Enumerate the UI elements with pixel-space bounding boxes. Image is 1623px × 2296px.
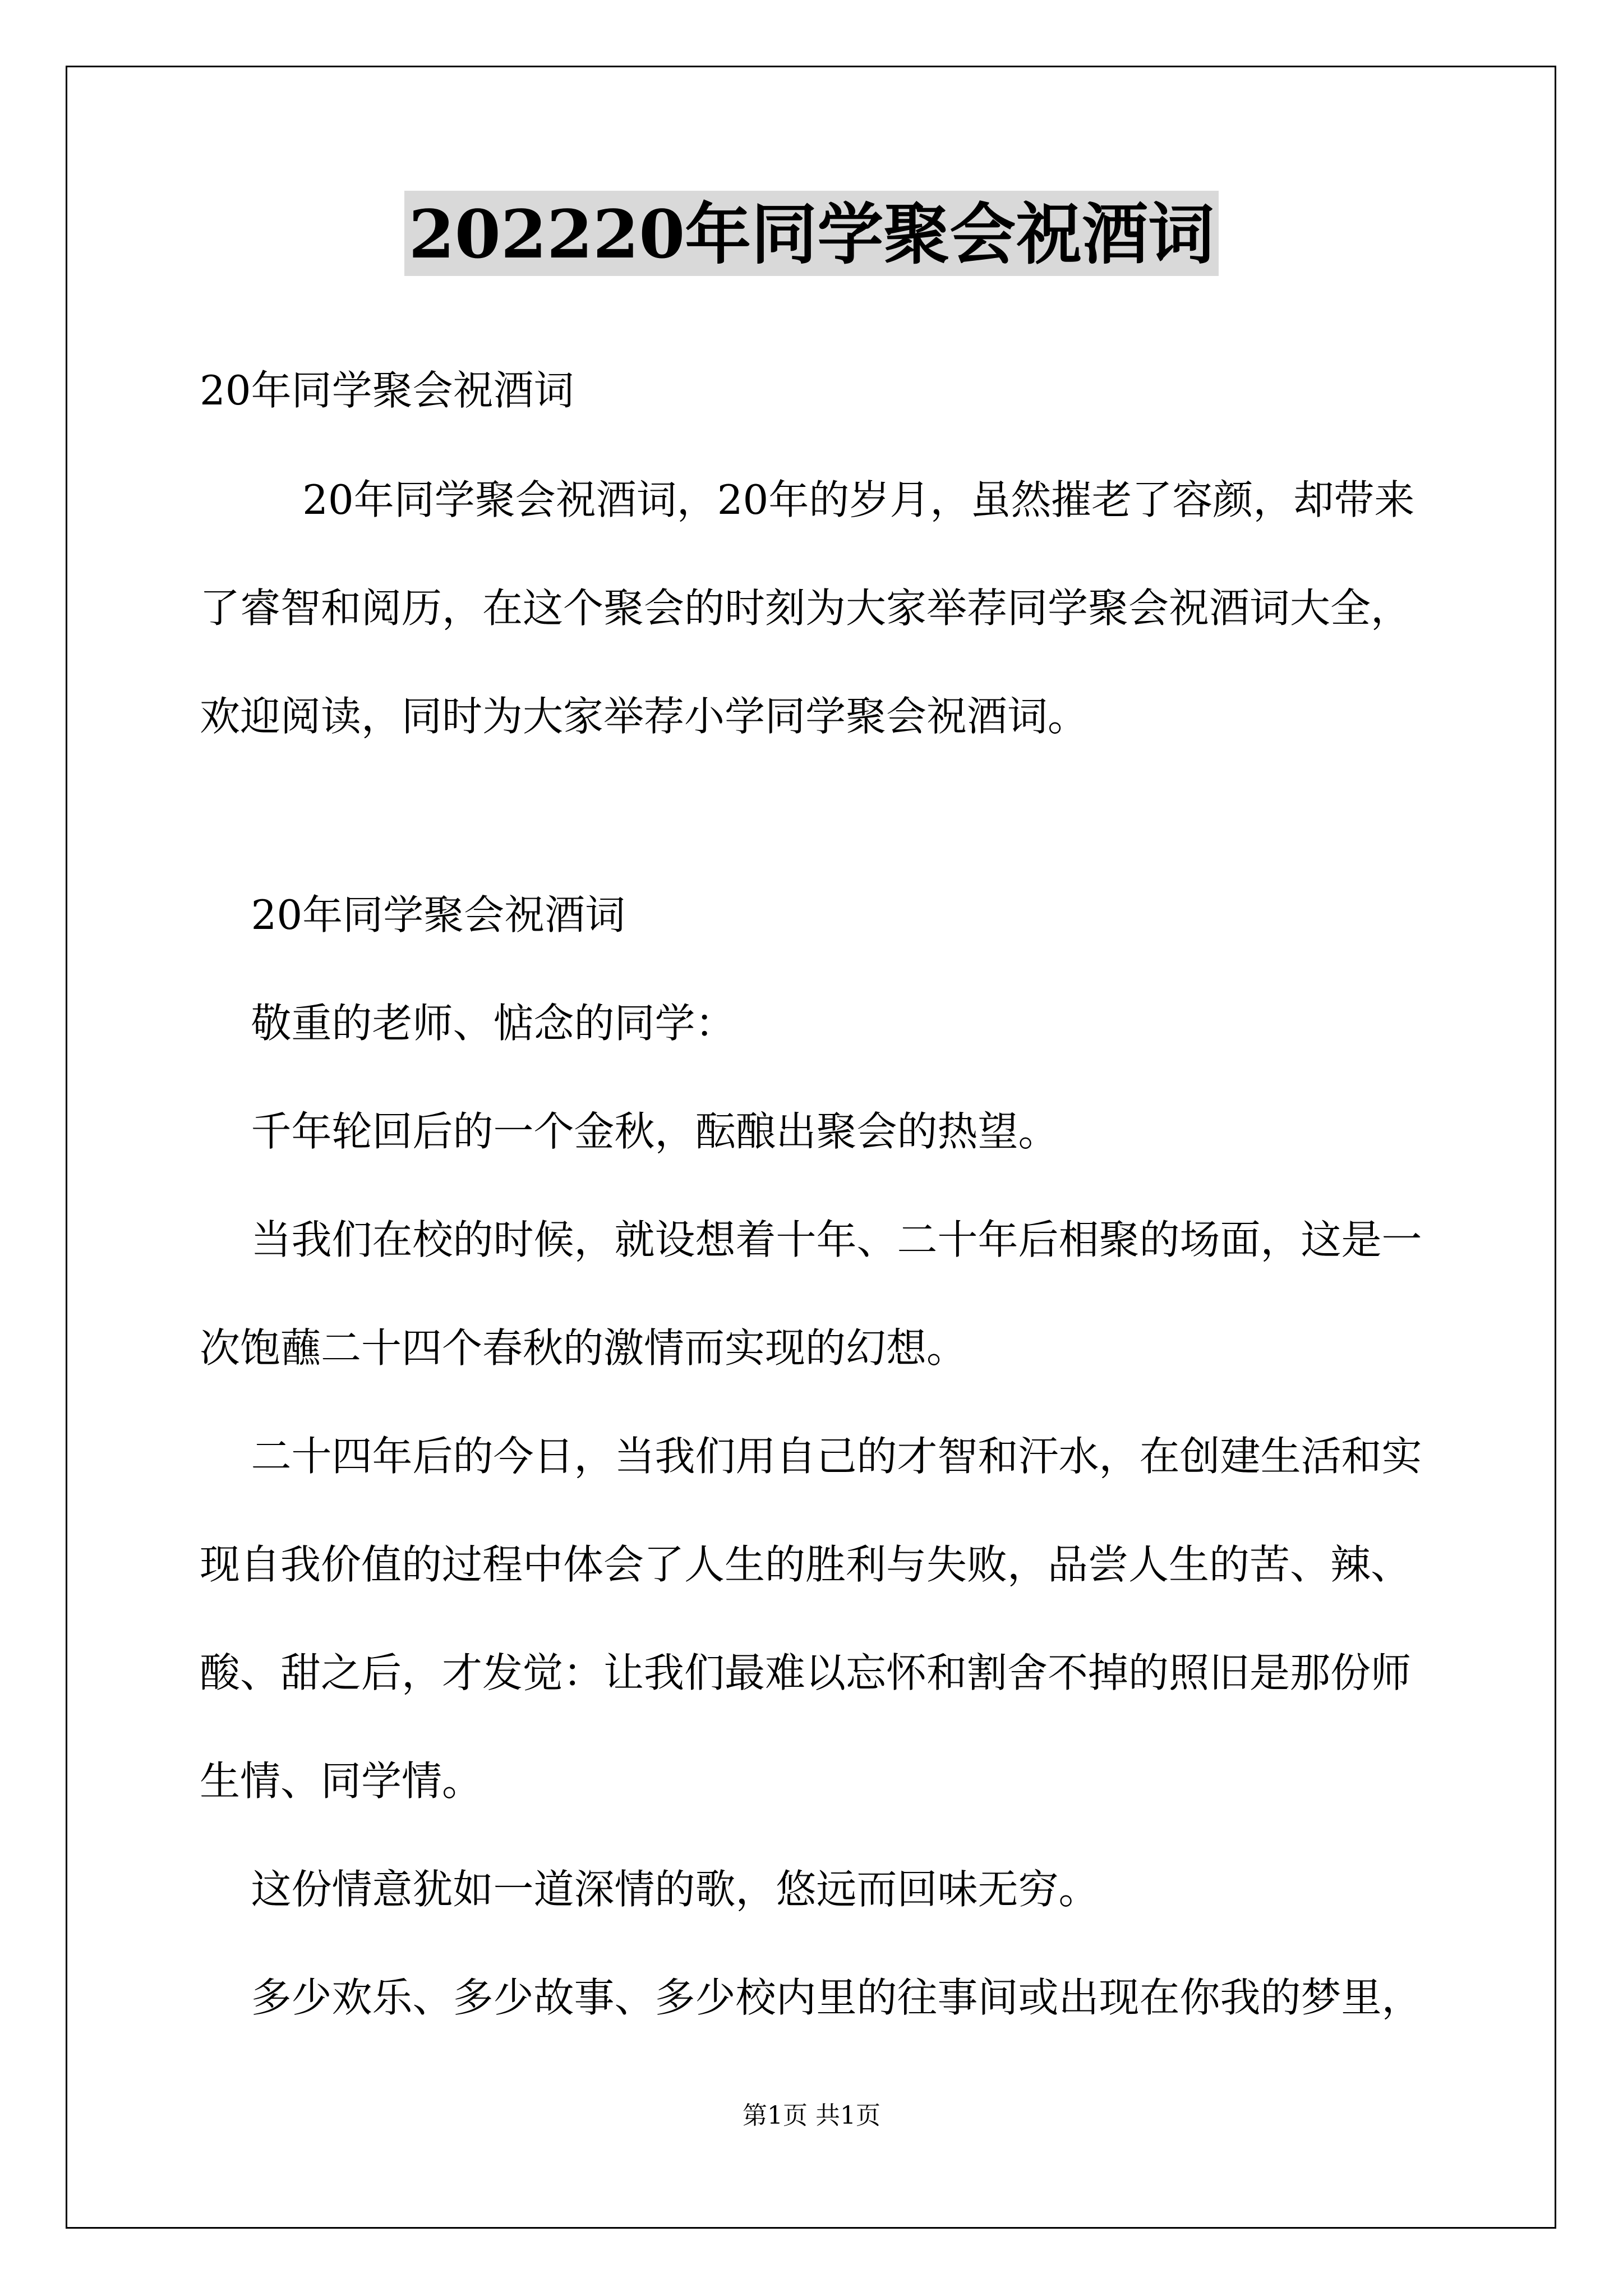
paragraph-body-5: 多少欢乐、多少故事、多少校内里的往事间或出现在你我的梦里， <box>200 1974 1422 2021</box>
paragraph-greeting: 敬重的老师、惦念的同学： <box>200 1000 736 1047</box>
paragraph-body-3: 二十四年后的今日，当我们用自己的才智和汗水，在创建生活和实现自我价值的过程中体会了人生的胜利与失败，品尝人生的苦、辣、酸、甜之后，才发觉：让我们最难以忘怀和割舍不掉的照旧是那份师生情、同学情。 <box>200 1433 1422 1805</box>
paragraph-subtitle: 20年同学聚会祝酒词 <box>200 367 574 414</box>
paragraph-intro: 20年同学聚会祝酒词，20年的岁月，虽然摧老了容颜，却带来了睿智和阅历，在这个聚会的时刻为大家举荐同学聚会祝酒词大全，欢迎阅读，同时为大家举荐小学同学聚会祝酒词。 <box>200 476 1415 740</box>
paragraph-body-1: 千年轮回后的一个金秋，酝酿出聚会的热望。 <box>200 1108 1059 1155</box>
title-container <box>0 191 1623 276</box>
paragraph-section-heading: 20年同学聚会祝酒词 <box>200 891 626 938</box>
paragraph-body-2: 当我们在校的时候，就设想着十年、二十年后相聚的场面，这是一次饱蘸二十四个春秋的激情而实现的幻想。 <box>200 1216 1422 1372</box>
page-footer: 第1页 共1页 <box>743 2101 880 2130</box>
document-title: 202220年同学聚会祝酒词 <box>404 191 1219 276</box>
paragraph-body-4: 这份情意犹如一道深情的歌，悠远而回味无穷。 <box>200 1866 1099 1913</box>
